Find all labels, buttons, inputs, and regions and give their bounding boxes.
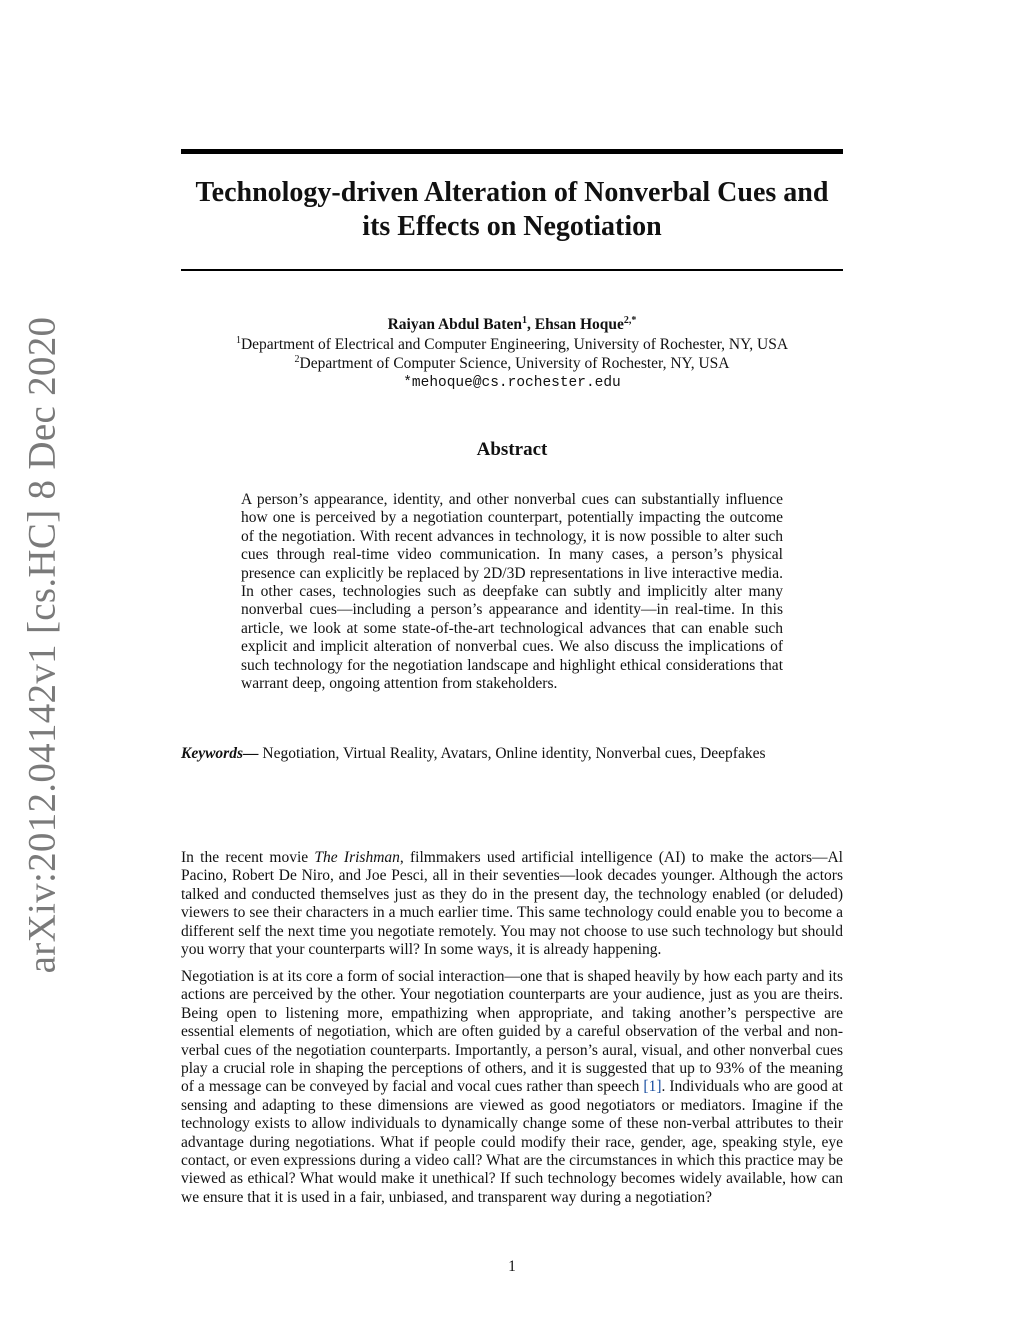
author-1: Raiyan Abdul Baten [387, 316, 522, 333]
title-line-2: its Effects on Negotiation [362, 211, 662, 242]
affiliation-2-text: Department of Computer Science, University of Rochester, NY, USA [299, 355, 730, 372]
author-2-sup: 2,* [623, 314, 637, 326]
author-2: Ehsan Hoque [534, 316, 624, 333]
affiliation-2-sup: 2 [294, 353, 300, 365]
abstract-heading: Abstract [476, 439, 548, 460]
title-line-1: Technology-driven Alteration of Nonverbal Cues and [195, 177, 829, 208]
body-paragraph-2 [181, 968, 843, 1207]
keywords [181, 744, 843, 763]
p2-rest: . Individuals who are good at sensing and adapting to these dimensions are viewed as good negotiators or mediators. Imagine if the technology exists to allow individuals to dynamically change some of these non-verbal attributes to their advantage during negotiations. What if people could modify their race, gender, age, speaking style, eye contact, or even expressions during a video call? What are the circumstances in which this practice may be viewed as ethical? What would make it unethical? If such technology becomes widely available, how can we ensure that it is used in a fair, unbiased, and transparent way during a negotiation? [181, 1078, 843, 1206]
arxiv-identifier: arXiv:2012.04142v1 [cs.HC] 8 Dec 2020 [20, 316, 64, 974]
page-number: 1 [508, 1258, 516, 1275]
affiliation-1-sup: 1 [235, 334, 241, 346]
citation-link[interactable]: [1] [643, 1078, 662, 1096]
author-email[interactable]: *mehoque@cs.rochester.edu [403, 374, 621, 391]
p1-start: In the recent movie [181, 849, 315, 866]
affiliation-1-text: Department of Electrical and Computer Engineering, University of Rochester, NY, USA [240, 335, 789, 353]
keywords-label: Keywords— [181, 745, 259, 762]
affiliation-2 [181, 354, 843, 374]
movie-title: The Irishman [314, 849, 400, 866]
affiliation-1 [181, 335, 843, 355]
body-paragraph-1 [181, 849, 843, 959]
author-1-sup: 1 [521, 314, 527, 326]
title-bottom-rule [181, 269, 843, 271]
p2-start: Negotiation is at its core a form of social interaction—one that is shaped heavily by how each party and its actions are perceived by the other. Your negotiation counterparts are your audience, just as you are theirs. Being open to listening more, empathizing when appropriate, and taking another’s perspective are essential elements of negotiation, which are often guided by a careful observation of the verbal and non-verbal cues of the negotiation counterparts. Importantly, a person’s aural, visual, and other nonverbal cues play a crucial role in shaping the perceptions of others, and it is suggested that up to 93% of the meaning of a message can be conveyed by facial and vocal cues rather than speech [181, 968, 843, 1096]
author-block [181, 315, 843, 393]
author-separator: , [526, 316, 535, 333]
keywords-text: Negotiation, Virtual Reality, Avatars, Online identity, Nonverbal cues, Deepfakes [258, 745, 766, 762]
title-top-rule [181, 149, 843, 154]
paper-title [181, 176, 843, 244]
author-names [181, 315, 843, 335]
abstract-text: A person’s appearance, identity, and other nonverbal cues can substantially influence how one is perceived by a negotiation counterpart, potentially impacting the outcome of the negotiation. With recent advances in technology, it is now possible to alter such cues through real-time video communication. In many cases, a person’s physical presence can explicitly be replaced by 2D/3D representations in live interactive media. In other cases, technologies such as deepfake can subtly and implicitly alter many nonverbal cues—including a person’s appearance and identity—in real-time. In this article, we look at some state-of-the-art technological advances that can enable such explicit and implicit alteration of nonverbal cues. We also discuss the implications of such technology for the negotiation landscape and highlight ethical considerations that warrant deep, ongoing attention from stakeholders. [241, 491, 783, 693]
p1-rest: , filmmakers used artificial intelligence (AI) to make the actors—Al Pacino, Robert De Niro, and Joe Pesci, all in their seventies—look decades younger. Although the actors talked and conducted themselves just as they do in the present day, the technology enabled (or deluded) viewers to see their characters in a much earlier time. This same technology could enable you to become a different self the next time you negotiate remotely. You may not choose to use such technology but should you worry that your counterparts will? In some ways, it is already happening. [181, 849, 843, 959]
